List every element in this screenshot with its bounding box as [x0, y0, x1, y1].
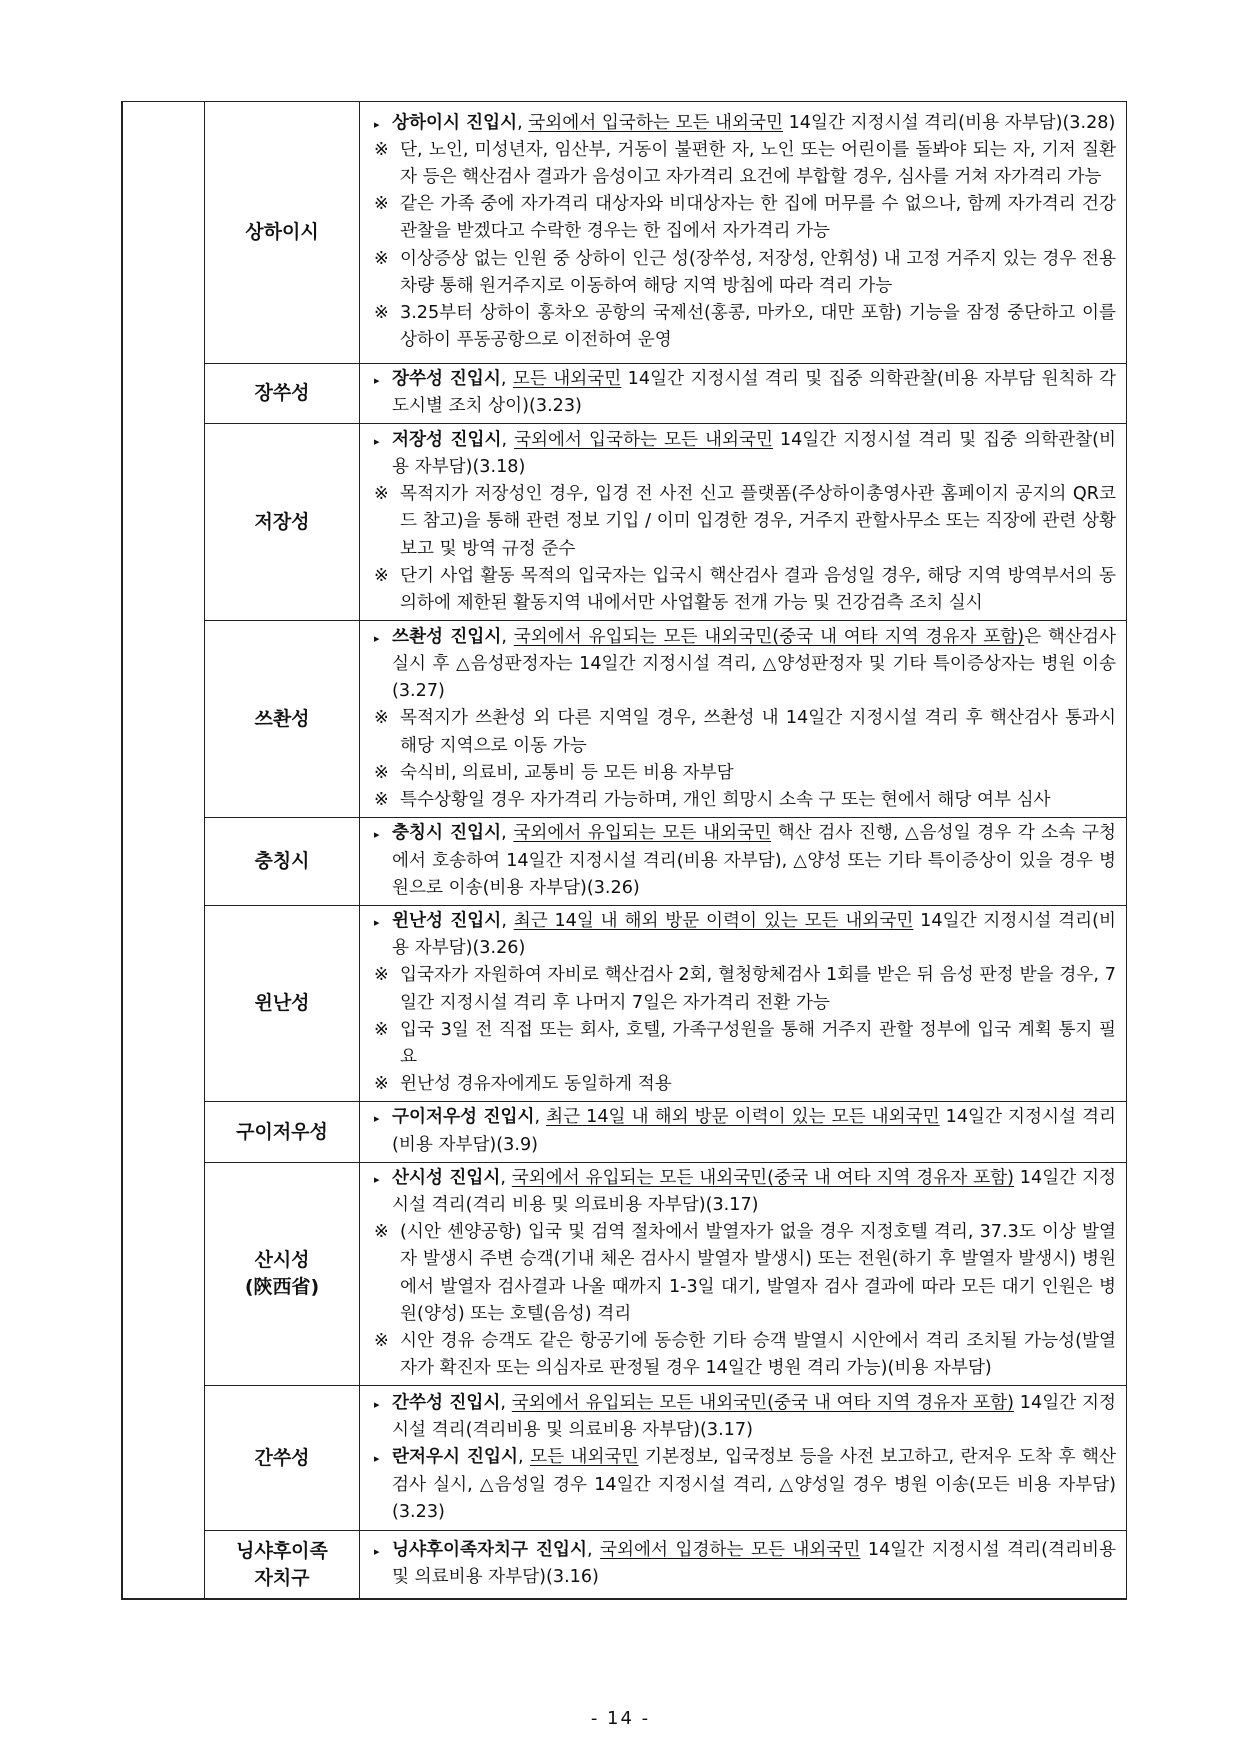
region-cell	[205, 906, 360, 1102]
region-cell	[205, 1162, 360, 1386]
policy-bullet	[374, 1104, 1116, 1158]
note-text: 입국자가 자원하여 자비로 핵산검사 2회, 혈청항체검사 1회를 받은 뒤 음성 판정 받을 경우, 7일간 지정시설 격리 후 나머지 7일은 자가격리 전환 가능	[400, 965, 1116, 1013]
separator: ,	[501, 823, 514, 844]
policy-note	[374, 760, 1116, 787]
region-cell	[205, 818, 360, 906]
bullet-marker: ▸	[374, 117, 380, 131]
separator: ,	[500, 1167, 512, 1188]
blank-category-cell	[122, 424, 205, 621]
regional-entry-policy-table	[121, 101, 1127, 1600]
note-text: 입국 3일 전 직접 또는 회사, 호텔, 가족구성원을 통해 거주지 관할 정부에 입국 계획 통지 필요	[400, 1019, 1116, 1068]
policy-cell	[360, 1162, 1127, 1386]
bullet-marker: ▸	[374, 1112, 380, 1126]
policy-key: 쓰촨성 진입시	[392, 626, 502, 647]
blank-category-cell	[122, 621, 205, 818]
note-marker: ※	[374, 139, 389, 160]
table-row	[122, 1162, 1127, 1386]
blank-category-cell	[122, 102, 205, 364]
policy-bullet	[374, 1165, 1116, 1219]
table-row	[122, 424, 1127, 621]
region-name: 상하이시	[245, 221, 319, 243]
page-number: - 14 -	[590, 1708, 651, 1729]
table-row	[122, 1386, 1127, 1531]
note-text: 3.25부터 상하이 홍차오 공항의 국제선(홍콩, 마카오, 대만 포함) 기능을 잠정 중단하고 이를 상하이 푸동공항으로 이전하여 운영	[400, 303, 1116, 351]
policy-cell	[360, 1102, 1127, 1162]
bullet-marker: ▸	[374, 631, 380, 645]
policy-detail: 은 핵산검사 실시 후 △음성판정자는 14일간 지정시설 격리, △양성판정자 및 기타 특이증상자는 병원 이송(3.27)	[392, 626, 1116, 702]
bullet-marker: ▸	[374, 916, 380, 930]
policy-target: 모든 내외국민	[512, 369, 622, 389]
blank-category-cell	[122, 1531, 205, 1599]
region-subname: (陝西省)	[244, 1276, 320, 1299]
region-cell	[205, 102, 360, 364]
policy-cell	[360, 906, 1127, 1102]
blank-category-cell	[122, 364, 205, 424]
policy-cell	[360, 1531, 1127, 1599]
policy-note	[374, 1017, 1116, 1071]
policy-cell	[360, 818, 1127, 906]
region-cell	[205, 364, 360, 424]
separator: ,	[501, 626, 514, 647]
policy-target: 최근 14일 내 해외 방문 이력이 있는 모든 내외국민	[546, 1107, 940, 1128]
policy-target: 국외에서 유입되는 모든 내외국민(중국 내 여타 지역 경유자 포함)	[513, 626, 1025, 647]
region-name: 윈난성	[254, 992, 310, 1015]
note-marker: ※	[374, 194, 389, 215]
region-name: 구이저우성	[236, 1120, 328, 1143]
policy-key: 닝샤후이족자치구 진입시	[392, 1540, 587, 1561]
policy-detail: 14일간 지정시설 격리(비용 자부담)(3.26)	[392, 911, 1116, 959]
region-name: 산시성	[254, 1249, 310, 1272]
policy-key: 충칭시 진입시	[392, 823, 502, 844]
policy-bullet	[374, 1444, 1116, 1526]
note-marker: ※	[374, 565, 389, 586]
policy-detail: 14일간 지정시설 격리(격리비용 및 의료비용 자부담)(3.16)	[392, 1540, 1117, 1588]
policy-detail: 14일간 지정시설 격리(비용 자부담)(3.9)	[392, 1107, 1117, 1155]
policy-bullet	[374, 908, 1116, 962]
policy-cell	[360, 621, 1127, 818]
separator: ,	[500, 1392, 512, 1413]
bullet-marker: ▸	[374, 828, 380, 842]
blank-category-cell	[122, 818, 205, 906]
policy-note	[374, 246, 1116, 300]
table-row	[122, 818, 1127, 906]
region-name: 닝샤후이족	[236, 1539, 328, 1562]
note-text: 단기 사업 활동 목적의 입국자는 입국시 핵산검사 결과 음성일 경우, 해당 지역 방역부서의 동의하에 제한된 활동지역 내에서만 사업활동 전개 가능 및 건강검측 조치 실시	[400, 565, 1116, 613]
separator: ,	[501, 911, 514, 932]
policy-bullet	[374, 1390, 1116, 1444]
region-cell	[205, 424, 360, 621]
region-cell	[205, 1102, 360, 1162]
policy-key: 란저우시 진입시	[392, 1447, 518, 1468]
policy-target: 국외에서 입경하는 모든 내외국민	[600, 1540, 861, 1561]
note-marker: ※	[374, 1019, 389, 1040]
policy-bullet	[374, 820, 1116, 902]
policy-note	[374, 191, 1116, 245]
bullet-marker: ▸	[374, 374, 380, 387]
bullet-marker: ▸	[374, 1545, 380, 1559]
region-name: 장쑤성	[254, 382, 310, 405]
separator: ,	[518, 1447, 531, 1468]
table-row	[122, 102, 1127, 364]
policy-note	[374, 1219, 1116, 1328]
note-marker: ※	[374, 1331, 389, 1352]
policy-cell	[360, 364, 1127, 424]
note-text: 같은 가족 중에 자가격리 대상자와 비대상자는 한 집에 머무를 수 없으나, 함께 자가격리 건강관찰을 받겠다고 수락한 경우는 한 집에서 자가격리 가능	[400, 194, 1116, 242]
policy-key: 산시성 진입시	[392, 1167, 501, 1188]
policy-bullet	[374, 624, 1116, 706]
policy-bullet	[374, 110, 1116, 137]
policy-detail: 14일간 지정시설 격리(격리 비용 및 의료비용 자부담)(3.17)	[392, 1167, 1117, 1216]
policy-note	[374, 137, 1116, 191]
table-row	[122, 906, 1127, 1102]
blank-category-cell	[122, 1102, 205, 1162]
note-marker: ※	[374, 762, 389, 783]
policy-note	[374, 962, 1116, 1016]
note-text: 윈난성 경유자에게도 동일하게 적용	[400, 1074, 672, 1095]
policy-cell	[360, 1386, 1127, 1531]
policy-bullet	[374, 427, 1116, 481]
separator: ,	[500, 369, 513, 389]
table-row	[122, 1531, 1127, 1599]
bullet-marker: ▸	[374, 434, 380, 448]
note-text: 목적지가 쓰촨성 외 다른 지역일 경우, 쓰촨성 내 14일간 지정시설 격리 후 핵산검사 통과시 해당 지역으로 이동 가능	[400, 708, 1116, 756]
policy-target: 국외에서 유입되는 모든 내외국민(중국 내 여타 지역 경유자 포함)	[511, 1392, 1014, 1413]
note-marker: ※	[374, 1074, 389, 1095]
region-name: 저장성	[254, 510, 310, 533]
policy-detail: 기본정보, 입국정보 등을 사전 보고하고, 란저우 도착 후 핵산검사 실시, △음성일 경우 14일간 지정시설 격리, △양성일 경우 병원 이송(모든 비용 자부담)(3.23)	[392, 1447, 1116, 1522]
bullet-marker: ▸	[374, 1172, 380, 1186]
separator: ,	[501, 429, 515, 450]
note-text: 목적지가 저장성인 경우, 입경 전 사전 신고 플랫폼(주상하이총영사관 홈페이지 공지의 QR코드 참고)을 통해 관련 정보 기입 / 이미 입경한 경우, 거주지 관할사무소 또는 직장에 관련 상황 보고 및 방역 규정 준수	[400, 484, 1116, 559]
bullet-marker: ▸	[374, 1452, 380, 1466]
policy-detail: 14일간 지정시설 격리 및 집중 의학관찰(비용 자부담)(3.18)	[392, 429, 1116, 477]
note-text: 특수상황일 경우 자가격리 가능하며, 개인 희망시 소속 구 또는 현에서 해당 여부 심사	[400, 789, 1051, 810]
policy-key: 간쑤성 진입시	[392, 1392, 501, 1413]
policy-bullet	[374, 366, 1116, 420]
separator: ,	[517, 112, 529, 133]
policy-target: 국외에서 유입되는 모든 내외국민(중국 내 여타 지역 경유자 포함)	[511, 1167, 1014, 1188]
note-marker: ※	[374, 965, 389, 986]
policy-target: 최근 14일 내 해외 방문 이력이 있는 모든 내외국민	[513, 911, 914, 932]
table-row	[122, 1102, 1127, 1162]
policy-cell	[360, 424, 1127, 621]
region-name: 충칭시	[254, 850, 310, 873]
policy-note	[374, 481, 1116, 563]
note-marker: ※	[374, 1222, 389, 1243]
note-marker: ※	[374, 248, 389, 269]
policy-note	[374, 563, 1116, 617]
policy-detail: 14일간 지정시설 격리(격리비용 및 의료비용 자부담)(3.17)	[392, 1392, 1117, 1441]
policy-detail: 핵산 검사 진행, △음성일 경우 각 소속 구청에서 호송하여 14일간 지정시설 격리(비용 자부담), △양성 또는 기타 특이증상이 있을 경우 병원으로 이송(비용 자부담)(3.26)	[392, 823, 1117, 898]
policy-detail: 14일간 지정시설 격리(비용 자부담)(3.28)	[783, 112, 1116, 133]
note-text: 시안 경유 승객도 같은 항공기에 동승한 기타 승객 발열시 시안에서 격리 조치될 가능성(발열자가 확진자 또는 의심자로 판정될 경우 14일간 병원 격리 가능)(비용 자부담)	[400, 1331, 1116, 1379]
note-text: 숙식비, 의료비, 교통비 등 모든 비용 자부담	[400, 762, 734, 783]
policy-key: 상하이시 진입시	[392, 112, 518, 133]
region-name: 간쑤성	[254, 1446, 310, 1469]
policy-key: 구이저우성 진입시	[392, 1107, 535, 1128]
policy-key: 저장성 진입시	[392, 429, 502, 450]
separator: ,	[586, 1540, 601, 1561]
region-subname: 자치구	[254, 1566, 310, 1589]
policy-note	[374, 300, 1116, 354]
policy-target: 국외에서 입국하는 모든 내외국민	[514, 429, 773, 450]
policy-cell	[360, 102, 1127, 364]
policy-note	[374, 705, 1116, 759]
table-row	[122, 364, 1127, 424]
note-text: (시안 셴양공항) 입국 및 검역 절차에서 발열자가 없을 경우 지정호텔 격리, 37.3도 이상 발열자 발생시 주변 승객(기내 체온 검사시 발열자 발생시) 또는 전원(하기 후 발열자 발생시) 병원에서 발열자 검사결과 나올 때까지 1-3일 대기, 발열자 검사 결과에 따라 모든 대기 인원은 병원(양성) 또는 호텔(음성) 격리	[400, 1222, 1116, 1324]
note-marker: ※	[374, 303, 389, 323]
policy-bullet	[374, 1537, 1116, 1591]
policy-key: 윈난성 진입시	[392, 911, 502, 932]
note-marker: ※	[374, 484, 389, 505]
policy-note	[374, 787, 1116, 814]
policy-note	[374, 1071, 1116, 1098]
policy-target: 국외에서 유입되는 모든 내외국민	[513, 823, 772, 844]
blank-category-cell	[122, 1386, 205, 1531]
blank-category-cell	[122, 906, 205, 1102]
note-marker: ※	[374, 708, 389, 729]
policy-target: 국외에서 입국하는 모든 내외국민	[528, 112, 784, 133]
note-text: 단, 노인, 미성년자, 임산부, 거동이 불편한 자, 노인 또는 어린이를 돌봐야 되는 자, 기저 질환자 등은 핵산검사 결과가 음성이고 자가격리 요건에 부합할 경우, 심사를 거쳐 자가격리 가능	[400, 139, 1116, 187]
policy-detail: 14일간 지정시설 격리 및 집중 의학관찰(비용 자부담 원칙하 각 도시별 조치 상이)(3.23)	[392, 369, 1116, 417]
region-cell	[205, 1531, 360, 1599]
policy-key: 장쑤성 진입시	[392, 369, 501, 389]
bullet-marker: ▸	[374, 1397, 380, 1411]
note-text: 이상증상 없는 인원 중 상하이 인근 성(장쑤성, 저장성, 안휘성) 내 고정 거주지 있는 경우 전용차량 통해 원거주지로 이동하여 해당 지역 방침에 따라 격리 가능	[400, 248, 1116, 296]
region-cell	[205, 1386, 360, 1531]
blank-category-cell	[122, 1162, 205, 1386]
table-row	[122, 621, 1127, 818]
policy-target: 모든 내외국민	[530, 1447, 639, 1468]
region-cell	[205, 621, 360, 818]
policy-note	[374, 1328, 1116, 1382]
region-name: 쓰촨성	[254, 707, 310, 730]
note-marker: ※	[374, 789, 389, 810]
separator: ,	[534, 1107, 547, 1128]
